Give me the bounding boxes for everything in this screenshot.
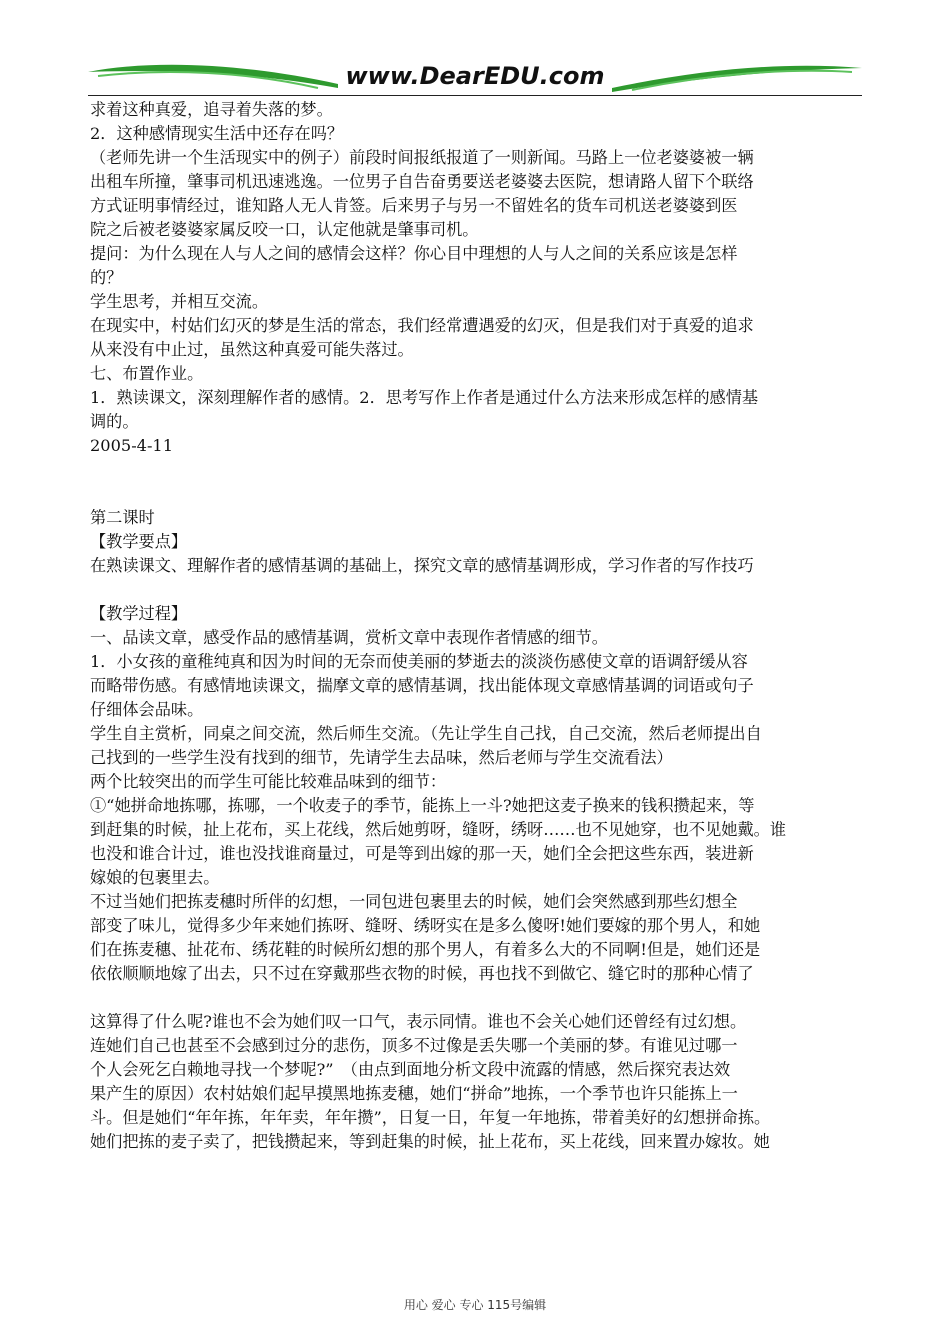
header-divider — [88, 95, 862, 96]
text-line: 提问：为什么现在人与人之间的感情会这样？你心目中理想的人与人之间的关系应该是怎样 — [90, 244, 738, 263]
text-line: 1．熟读课文，深刻理解作者的感情。2．思考写作上作者是通过什么方法来形成怎样的感情基 — [90, 388, 759, 407]
text-line: 到赶集的时候，扯上花布，买上花线，然后她剪呀，缝呀，绣呀……也不见她穿，也不见她戴。谁 — [90, 820, 787, 839]
text-line: 七、布置作业。 — [90, 364, 204, 383]
text-line: 1．小女孩的童稚纯真和因为时间的无奈而使美丽的梦逝去的淡淡伤感使文章的语调舒缓从容 — [90, 652, 748, 671]
text-line: 也没和谁合计过，谁也没找谁商量过，可是等到出嫁的那一天，她们全会把这些东西，装进新 — [90, 844, 754, 863]
text-line: 而略带伤感。有感情地读课文，揣摩文章的感情基调，找出能体现文章感情基调的词语或句子 — [90, 676, 754, 695]
document-body — [90, 98, 870, 1154]
text-line — [90, 482, 870, 506]
text-line: 从来没有中止过，虽然这种真爱可能失落过。 — [90, 340, 414, 359]
text-line: 部变了味儿，觉得多少年来她们拣呀、缝呀、绣呀实在是多么傻呀!她们要嫁的那个男人，和她 — [90, 916, 761, 935]
text-line: 学生自主赏析，同桌之间交流，然后师生交流。（先让学生自己找，自己交流，然后老师提出自 — [90, 724, 762, 743]
text-line: 她们把拣的麦子卖了，把钱攒起来，等到赶集的时候，扯上花布，买上花线，回来置办嫁妆。她 — [90, 1132, 770, 1151]
text-line: 嫁娘的包裹里去。 — [90, 868, 220, 887]
text-line: 仔细体会品味。 — [90, 700, 204, 719]
text-line: 个人会死乞白赖地寻找一个梦呢?” （由点到面地分析文段中流露的情感，然后探究表达效 — [90, 1060, 731, 1079]
text-line: 在熟读课文、理解作者的感情基调的基础上，探究文章的感情基调形成，学习作者的写作技巧 — [90, 556, 754, 575]
text-line: 院之后被老婆婆家属反咬一口，认定他就是肇事司机。 — [90, 220, 479, 239]
text-line: 们在拣麦穗、扯花布、绣花鞋的时候所幻想的那个男人，有着多么大的不同啊!但是，她们还是 — [90, 940, 761, 959]
text-line: ①“她拼命地拣哪，拣哪，一个收麦子的季节，能拣上一斗?她把这麦子换来的钱积攒起来，等 — [90, 796, 755, 815]
text-line: 依依顺顺地嫁了出去，只不过在穿戴那些衣物的时候，再也找不到做它、缝它时的那种心情了 — [90, 964, 754, 983]
text-line: 果产生的原因）农村姑娘们起早摸黑地拣麦穗，她们“拼命”地拣，一个季节也许只能拣上一 — [90, 1084, 738, 1103]
site-logo: www.DearEDU.com — [345, 62, 605, 90]
text-line: 一、品读文章，感受作品的感情基调，赏析文章中表现作者情感的细节。 — [90, 628, 608, 647]
text-line: 方式证明事情经过，谁知路人无人肯签。后来男子与另一不留姓名的货车司机送老婆婆到医 — [90, 196, 738, 215]
text-line: 调的。 — [90, 412, 139, 431]
text-line: 【教学要点】 — [90, 532, 188, 551]
text-line: 斗。但是她们“年年拣，年年卖，年年攒”，日复一日，年复一年地拣，带着美好的幻想拼命拣。 — [90, 1108, 771, 1127]
text-line: 【教学过程】 — [90, 604, 188, 623]
text-line: 两个比较突出的而学生可能比较难品味到的细节： — [90, 772, 447, 791]
text-line: 这算得了什么呢?谁也不会为她们叹一口气，表示同情。谁也不会关心她们还曾经有过幻想。 — [90, 1012, 747, 1031]
text-line: 己找到的一些学生没有找到的细节，先请学生去品味，然后老师与学生交流看法） — [90, 748, 673, 767]
text-line: 连她们自己也甚至不会感到过分的悲伤，顶多不过像是丢失哪一个美丽的梦。有谁见过哪一 — [90, 1036, 738, 1055]
text-line: 求着这种真爱，追寻着失落的梦。 — [90, 100, 333, 119]
page-footer: 用心 爱心 专心 115号编辑 — [403, 1298, 547, 1312]
text-line: 不过当她们把拣麦穗时所伴的幻想，一同包进包裹里去的时候，她们会突然感到那些幻想全 — [90, 892, 738, 911]
site-header — [88, 58, 862, 98]
text-line — [90, 578, 870, 602]
text-line — [90, 986, 870, 1010]
text-line: （老师先讲一个生活现实中的例子）前段时间报纸报道了一则新闻。马路上一位老婆婆被一辆 — [90, 148, 754, 167]
text-line: 的？ — [90, 268, 123, 287]
text-line: 出租车所撞，肇事司机迅速逃逸。一位男子自告奋勇要送老婆婆去医院，想请路人留下个联络 — [90, 172, 754, 191]
text-line — [90, 458, 870, 482]
text-line: 第二课时 — [90, 508, 155, 527]
text-line: 2．这种感情现实生活中还存在吗？ — [90, 124, 344, 143]
text-line: 学生思考，并相互交流。 — [90, 292, 269, 311]
text-line: 在现实中，村姑们幻灭的梦是生活的常态，我们经常遭遇爱的幻灭，但是我们对于真爱的追求 — [90, 316, 754, 335]
text-line: 2005-4-11 — [90, 436, 174, 455]
